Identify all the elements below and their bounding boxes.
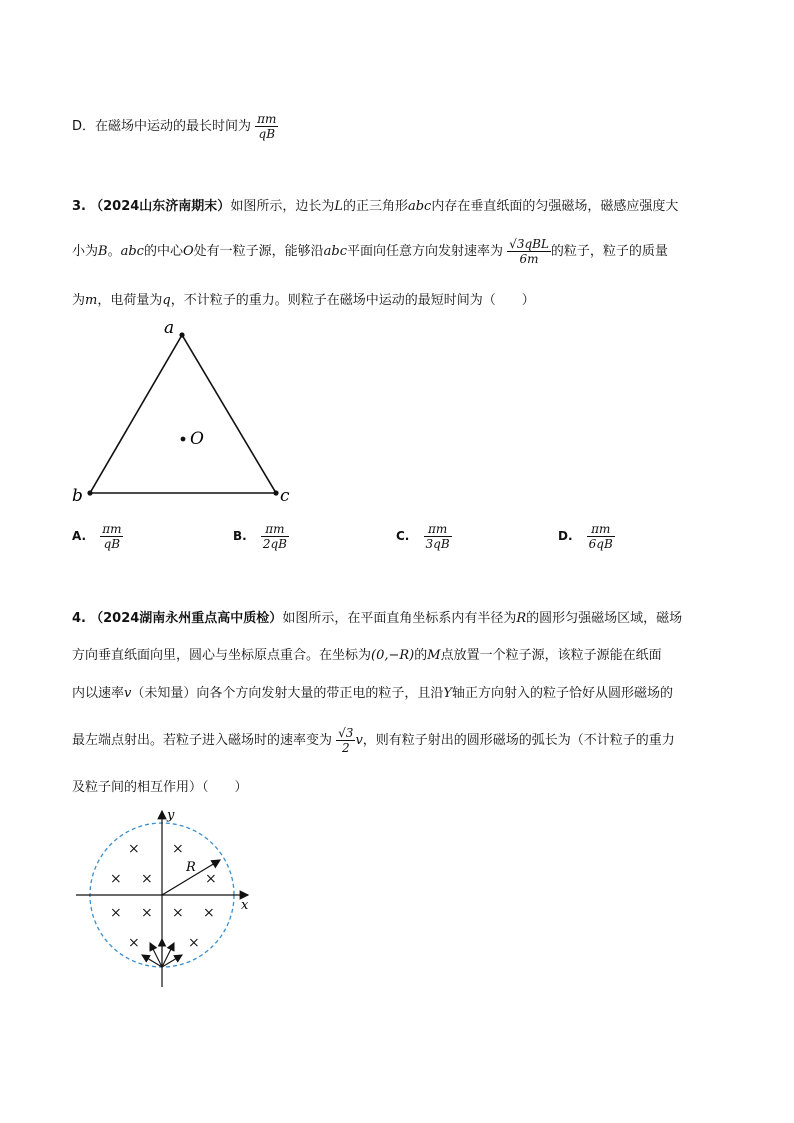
q3-option-d[interactable]: D. $\frac{\pi m}{6qB}$ bbox=[558, 522, 613, 551]
q3-option-b-fraction: $\frac{\pi m}{2qB}$ bbox=[262, 522, 287, 551]
x-axis-label: x bbox=[241, 898, 249, 913]
q4-source: （2024湖南永州重点高中质检） bbox=[90, 611, 283, 626]
q4-circle-field-figure bbox=[70, 805, 260, 995]
field-cross: × bbox=[110, 871, 122, 887]
triangle-abc bbox=[90, 335, 276, 493]
field-cross: × bbox=[128, 935, 140, 951]
q3-speed-fraction: $\frac{\text{√3qBL}}{6m}$ bbox=[509, 237, 549, 266]
q3-triangle-figure bbox=[60, 315, 310, 510]
field-cross: × bbox=[141, 905, 153, 921]
vertex-a-dot bbox=[179, 332, 184, 337]
q4-line-4: 最左端点射出。若粒子进入磁场时的速率变为 $\frac{√3}{2}$ v，则有粒子射出的圆形磁场的弧长为（不计粒子的重力 bbox=[72, 726, 675, 755]
q3-option-b[interactable]: B. $\frac{\pi m}{2qB}$ bbox=[233, 522, 287, 551]
field-cross: × bbox=[128, 841, 140, 857]
q2-option-d-label: D．在磁场中运动的最长时间为 bbox=[72, 119, 252, 134]
q3-option-d-fraction: $\frac{\pi m}{6qB}$ bbox=[588, 522, 613, 551]
q3-option-a[interactable]: A. $\frac{\pi m}{qB}$ bbox=[72, 522, 122, 551]
particle-velocity-arrows bbox=[142, 939, 182, 967]
center-o-label: O bbox=[190, 429, 204, 449]
q4-speed-fraction: $\frac{√3}{2}$ bbox=[338, 726, 354, 755]
field-cross: × bbox=[205, 871, 217, 887]
field-cross: × bbox=[110, 905, 122, 921]
q4-line-1: 4. （2024湖南永州重点高中质检）如图所示，在平面直角坐标系内有半径为R的圆形匀强磁场区域，磁场 bbox=[72, 611, 683, 626]
center-o-dot bbox=[181, 437, 186, 442]
y-axis-label: y bbox=[167, 808, 175, 823]
q3-line-3: 为m，电荷量为q，不计粒子的重力。则粒子在磁场中运动的最短时间为（ ） bbox=[72, 293, 535, 308]
vertex-c-dot bbox=[273, 490, 278, 495]
q3-source: （2024山东济南期末） bbox=[90, 199, 231, 214]
field-cross: × bbox=[172, 841, 184, 857]
q3-option-c[interactable]: C. $\frac{\pi m}{3qB}$ bbox=[396, 522, 450, 551]
q3-number: 3. bbox=[72, 199, 86, 214]
vertex-b-dot bbox=[87, 490, 92, 495]
q3-line-1: 3. （2024山东济南期末）如图所示，边长为L的正三角形abc内存在垂直纸面的匀强磁场，磁感应强度大 bbox=[72, 199, 679, 214]
q4-line-5: 及粒子间的相互作用）（ ） bbox=[72, 780, 248, 795]
radius-label: R bbox=[186, 860, 196, 875]
field-cross: × bbox=[141, 871, 153, 887]
q4-line-3: 内以速率v（未知量）向各个方向发射大量的带正电的粒子，且沿Y轴正方向射入的粒子恰好从圆形磁场的 bbox=[72, 686, 673, 701]
q3-option-a-fraction: $\frac{\pi m}{qB}$ bbox=[102, 522, 122, 551]
q2-option-d bbox=[72, 112, 278, 141]
q4-line-2: 方向垂直纸面向里，圆心与坐标原点重合。在坐标为(0,−R)的M点放置一个粒子源，该粒子源能在纸面 bbox=[72, 648, 662, 663]
q4-number: 4. bbox=[72, 611, 86, 626]
field-cross: × bbox=[172, 905, 184, 921]
vertex-a-label: a bbox=[164, 318, 175, 338]
vertex-c-label: c bbox=[280, 486, 290, 506]
vertex-b-label: b bbox=[72, 486, 83, 506]
q3-option-c-fraction: $\frac{\pi m}{3qB}$ bbox=[425, 522, 450, 551]
q3-line-2: 小为B。abc的中心O处有一粒子源，能够沿abc平面向任意方向发射速率为 $\frac{\text{√3qBL}}{6m}$ 的粒子，粒子的质量 bbox=[72, 237, 668, 266]
field-cross: × bbox=[203, 905, 215, 921]
field-cross: × bbox=[188, 935, 200, 951]
q2-option-d-fraction: $\frac{\pi m}{qB}$ bbox=[257, 112, 277, 141]
